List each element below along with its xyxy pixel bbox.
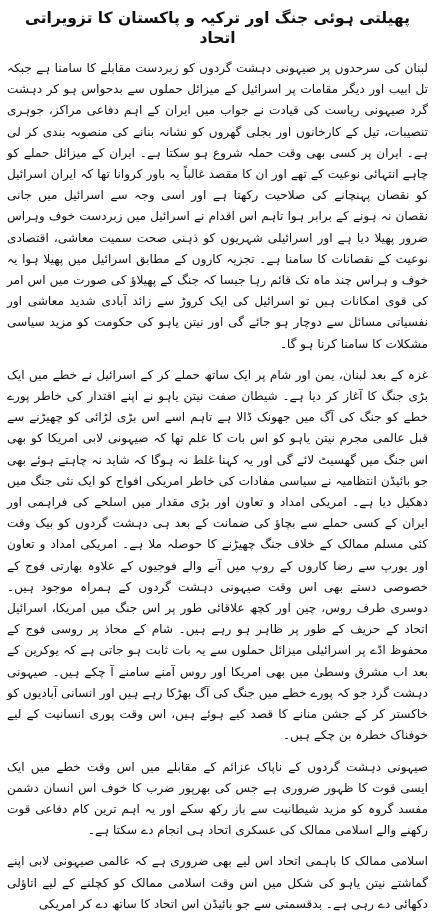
article-paragraph-4: اسلامی ممالک کا باہمی اتحاد اس لیے بھی ضروری ہے کہ عالمی صیہونی لابی اپنے گماشتے نیتن یاہو کی شکل میں اس وقت اسلامی ممالک کو کچلنے کے لیے اتاؤلی دکھائی دے رہی ہے۔ بدقسمتی سے جو بائیڈن اس اتحاد کا ساتھ دے کر امریکی [7,854,428,911]
article-paragraph-2: غزہ کے بعد لبنان، یمن اور شام پر ایک ساتھ حملے کر کے اسرائیل نے خطے میں ایک بڑی جنگ کا آغاز کر دیا ہے۔ شیطان صفت نیتن یاہو نے اپنے اقتدار کی خاطر پورے خطے کو جنگ کی آگ میں جھونک ڈالا ہے تاہم اسے اس بڑی لڑائی کو چھیڑنے سے قبل عالمی مجرم نیتن یاہو کو اس بات کا علم تھا کہ صیہونی لابی امریکا کو بھی اس جنگ میں گھسیٹ لائے گی اور یہ کہنا غلط نہ ہوگا کہ شاید نہ چاہتے ہوئے بھی جو بائیڈن انتظامیہ نے سیاسی مفادات کی خاطر امریکی افواج کو ایک نئی جنگ میں دھکیل دیا ہے۔ امریکی امداد و تعاون اور بڑی مقدار میں اسلحے کی فراہمی اور ایران کے کسی حملے سے بچاؤ کی ضمانت کے بعد ہی دہشت گردوں کو بیک وقت کئی مسلم ممالک کے خلاف جنگ چھیڑنے کا حوصلہ ملا ہے۔ امریکی امداد و تعاون اور یورپ سے رضا کاروں کے روپ میں آنے والے فوجیوں کے علاوہ بھارتی فوج کے خصوصی دستے بھی اس وقت صیہونی دہشت گردوں کے ہمراہ موجود ہیں۔ دوسری طرف روس، چین اور کچھ علاقائی طور پر اس جنگ میں امریکا، اسرائیل اتحاد کے حریف کے طور پر ظاہر ہو رہے ہیں۔ شام کے محاذ پر روسی فوج کے محفوظ اڈے پر اسرائیلی میزائل حملوں سے یہ بات ثابت ہو جاتی ہے کہ یوکرین کے بعد اب مشرق وسطیٰ میں بھی امریکا اور روس آمنے سامنے آ چکے ہیں۔ صیہونی دہشت گرد جو کہ پورے خطے میں جنگ کی آگ بھڑکا رہے ہیں اور انسانی آبادیوں کو خاکستر کر کے جشن منانے کا قصد کیے ہوئے ہیں، اس وقت پوری انسانیت کے لیے خوفناک خطرہ بن چکے ہیں۔ [7,367,428,743]
article-paragraph-3: صیہونی دہشت گردوں کے ناپاک عزائم کے مقابلے میں اس وقت خطے میں ایک ایسی قوت کا ظہور ضروری ہے جس کی بھرپور ضرب کا خوف اس انسان دشمن مفسد گروہ کو مزید شیطانیت سے باز رکھ سکے اور یہ اہم ترین کام دفاعی قوت رکھنے والے اسلامی ممالک کی عسکری اتحاد ہی انجام دے سکتا ہے۔ [7,759,428,838]
article-paragraph-1: لبنان کی سرحدوں پر صیہونی دہشت گردوں کو زبردست مقابلے کا سامنا ہے جبکہ تل ابیب اور دیگر مقامات پر اسرائیل کے میزائل حملوں سے بدحواس ہو کر دہشت گرد صیہونی ریاست کی قیادت نے جواب میں ایران کے اہم دفاعی مراکز، جوہری تنصیبات، تیل کے کارخانوں اور بجلی گھروں کو نشانہ بنانے کی منصوبہ بندی کر لی ہے۔ ایران پر کسی بھی وقت حملہ شروع ہو سکتا ہے۔ ایران کے میزائل حملے کو چاہے انتہائی نوعیت کے تھے اور ان کا مقصد غالباً یہ باور کروانا تھا کہ ایران اسرائیل کو نقصان پہنچانے کی صلاحیت رکھتا ہے اور اسی وجہ سے اسرائیل میں جانی نقصان نہ ہونے کے برابر ہوا تاہم اس اقدام نے اسرائیل میں زبردست خوف وہراس ضرور پھیلا دیا ہے اور اسرائیلی شہریوں کو ذہنی صحت سمیت معاشی، اقتصادی نوعیت کے نقصانات کا سامنا ہے۔ تجزیہ کاروں کے مطابق اسرائیل میں پھیلا ہوا یہ خوف و ہراس چند ماہ تک قائم رہا جیسا کہ جنگ کے پھیلاؤ کی صورت میں اس امر کی قوی امکانات ہیں تو اسرائیل کی ایک کروڑ سے زائد آبادی شدید معاشی اور نفسیاتی مسائل سے دوچار ہو جائے گی اور نیتن یاہو کی حکومت کو مزید سیاسی مشکلات کا سامنا کرنا ہو گا۔ [7,61,428,351]
article-title: پھیلتی ہوئی جنگ اور ترکیہ و پاکستان کا تزویراتی اتحاد [25,9,410,47]
